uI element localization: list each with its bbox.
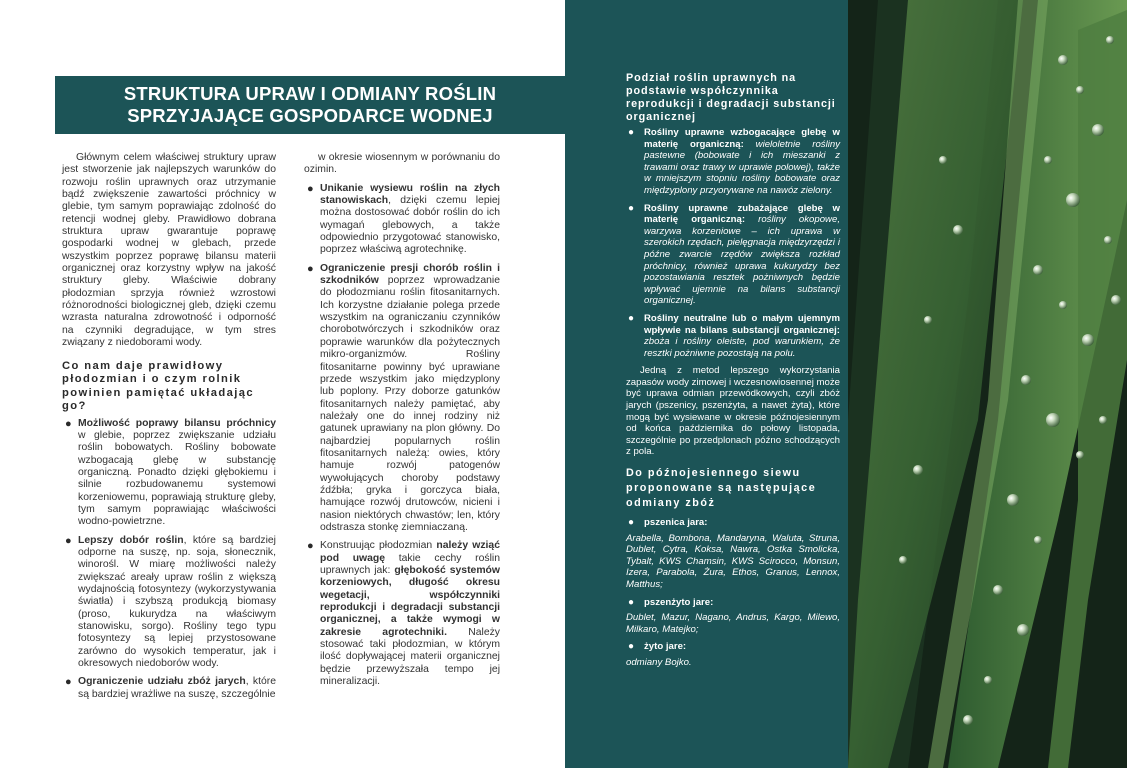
list-item: ● Konstruując płodozmian należy wziąć pod uwagę takie cechy roślin uprawnych jak: głębokość systemów korzeniowych, długość okresu wegetacji, współczynniki reprodukcji i degradacji substancji organicznej, a także wymogi w zakresie agrotechniki. Należy stosować taki płodozmian, w którym ilość dopływającej materii organicznej będzie przewyższała tempo jej mineralizacji. [307,540,500,688]
bullet-icon: ● [307,540,314,553]
list-item: ● Lepszy dobór roślin, które są bardziej odporne na suszę, np. soja, słonecznik, winorośl. W miarę możliwości należy zwiększać areały upraw roślin z większą wydajnością fotosyntezy (wykorzystywania światła) i szybszą produkcją biomasy (proso, kukurydza na właściwym stanowisku, sorgo). Rośliny tego typu fotosyntezy są lepiej przystosowane zarówno do wysokich temperatur, jak i okresowych niedoborów wody. [65,534,276,670]
bullet-icon: ● [628,127,635,138]
variety-list-text: Arabella, Bombona, Mandaryna, Waluta, Struna, Dublet, Cytra, Koksa, Nawra, Ostka Smolicka, Tybalt, KWS Chamsin, KWS Scirocco, Monsun, Izera, Parabola, Żura, Ethos, Granus, Lennox, Matthus; [626,532,840,590]
list-item: ● Rośliny uprawne zubażające glebę w materię organiczną: rośliny okopowe, warzywa korzeniowe – ich uprawa w szerokich rzędach, pielęgnacja międzyrzędzi i późne zwarcie rzędów zwiększa rozkład próchnicy, również uprawa kukurydzy bez pozostawiania resztek pożniwnych będzie wpływać ujemnie na bilans substancji organicznej. [628,202,840,307]
list-item: ● Ograniczenie udziału zbóż jarych, które są bardziej wrażliwe na suszę, szczególnie [65,676,277,700]
intro-paragraph: Głównym celem właściwej struktury upraw jest stworzenie jak najlepszych warunków do rozwoju roślin uprawnych oraz utrzymanie bądź zwiększenie zawartości próchnicy w glebie, tym samym poprawiając zdolność do retencji wodnej gleby. Prawidłowo dobrana struktura upraw gwarantuje poprawę gospodarki wodnej w glebach, przede wszystkim poprzez poprawę bilansu materii organicznej oraz korzystny wpływ na jakość struktury gleby. Właściwie dobrany płodozmian sprzyja również wzrostowi różnorodności biologicznej gleb, dzięki czemu wzrasta naturalna zdrowotność i odporność na czynniki degradujące, w tym stres związany z niedoborami wody. [62,152,276,349]
bullet-icon: ● [65,534,72,547]
list-item: ● Ograniczenie presji chorób roślin i szkodników poprzez wprowadzanie do płodozmianu roślin fitosanitarnych. Ich korzystne działanie polega przede wszystkim na ograniczaniu czynników chorobotwórczych i szkodników oraz poprawie warunków dla pożytecznych mikro-organizmów. Rośliny fitosanitarne powinny być uprawiane przede wszystkim jako międzyplony lub poplony. Przy doborze gatunków fitosanitarnych należy pamiętać, aby należały one do innej rodziny niż gatunek uprawiany na plon główny. Do najbardziej popularnych roślin fitosanitarnych należą: owies, który hamuje rozwój patogenów wywołujących choroby podstawy źdźbła; gryka i gorczyca biała, hamujące rozwój drutowców, nicieni i nasion niektórych chwastów; len, który odstrasza stonkę ziemniaczaną. [307,262,500,533]
variety-list-text: odmiany Bojko. [626,656,692,668]
column-1 [62,152,276,707]
title-band [55,76,565,134]
list-item: ● Rośliny neutralne lub o małym ujemnym wpływie na bilans substancji organicznej: zboża i rośliny oleiste, pod warunkiem, że resztki pożniwne pozostają na polu. [628,312,840,359]
benefits-list [62,418,276,702]
variety-item: ● żyto jare: [628,641,687,653]
bullet-icon: ● [65,417,72,430]
list-item: ● Unikanie wysiewu roślin na złych stanowiskach, dzięki czemu lepiej można dostosować dobór roślin do ich wymagań glebowych, a także odpowiednio przygotować stanowisko, poprzez właściwą agrotechnikę. [307,182,500,256]
bullet-icon: ● [65,676,72,689]
title-line-2: SPRZYJAJĄCE GOSPODARCE WODNEJ [127,105,493,126]
right-column [626,72,840,675]
right-paragraph: Jedną z metod lepszego wykorzystania zapasów wody zimowej i wczesnowiosennej może być uprawa odmian przewódkowych, czyli zbóż jarych (pszenicy, pszenżyta, a nawet żyta), które mogą być wysiewane w okresie późnojesiennym od końca października do połowy listopada, szczególnie po przedplonach późno schodzących z pola. [626,365,840,458]
leaf-photo [848,0,1127,768]
varieties-list [626,517,840,529]
bullet-icon: ● [628,312,635,324]
bullet-icon: ● [307,262,314,275]
bullet-icon: ● [307,182,314,195]
variety-item: ● pszenica jara: [628,517,708,529]
benefits-list-continued [304,183,500,689]
varieties-heading: Do późnojesiennego siewu proponowane są następujące odmiany zbóż [626,467,817,510]
right-heading: Podział roślin uprawnych na podstawie współczynnika reprodukcji i degradacji substancji organicznej [626,72,836,123]
list-item: ● Rośliny uprawne wzbogacające glebę w materię organiczną: wieloletnie rośliny pastewne (bobowate i ich mieszanki z trawami oraz trawy w uprawie polowej), także w mniejszym stopniu rośliny bobowate oraz międzyplony przyorywane na nawóz zielony. [628,127,840,196]
leaf-illustration [848,0,1127,768]
variety-list-text: Dublet, Mazur, Nagano, Andrus, Kargo, Milewo, Milkaro, Matejko; [626,612,840,635]
section-heading: Co nam daje prawidłowy płodozmian i o czym rolnik powinien pamiętać układając go? [62,359,254,412]
bullet-icon: ● [628,596,635,608]
continued-paragraph: w okresie wiosennym w porównaniu do ozimin. [304,152,500,176]
variety-item: ● pszenżyto jare: [628,596,714,608]
column-2 [304,152,500,694]
bullet-icon: ● [628,202,635,214]
bullet-icon: ● [628,641,635,653]
bullet-icon: ● [628,517,635,529]
list-item: ● Możliwość poprawy bilansu próchnicy w glebie, poprzez zwiększanie udziału roślin bobowatych. Rośliny bobowate wzbogacają glebę w substancję organiczną. Ponadto dzięki głębokiemu i silnie rozbudowanemu systemowi korzeniowemu, poprawiają strukturę gleby, tym samym poprawiając właściwości wodno-powietrzne. [65,417,276,528]
title-line-1: STRUKTURA UPRAW I ODMIANY ROŚLIN [123,83,497,104]
classification-list [626,127,840,359]
